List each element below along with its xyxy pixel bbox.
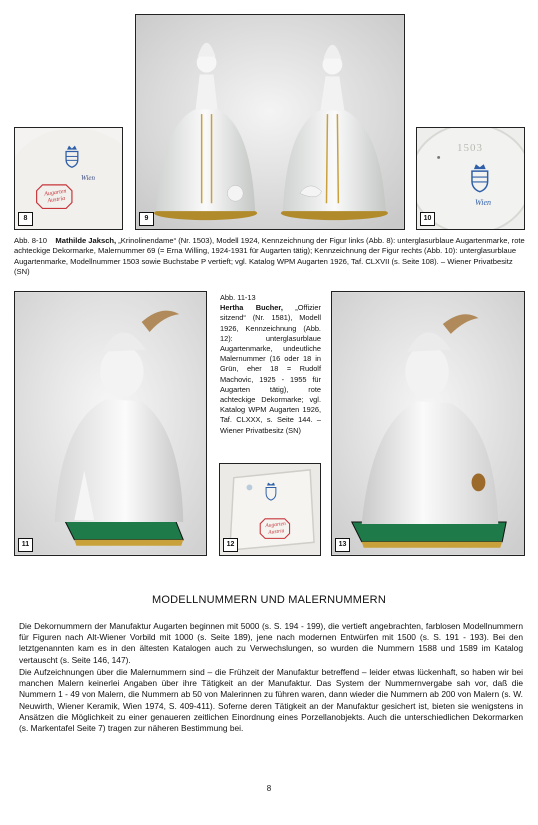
mark-label-wien: Wien (475, 198, 491, 207)
mark-label-augarten: Augarten Austria (265, 520, 287, 536)
figure-10-base-model-number (416, 127, 525, 230)
caption-figures-11-13 (220, 293, 321, 436)
figure-number: 13 (335, 538, 350, 552)
section-title: MODELLNUMMERN UND MALERNUMMERN (152, 594, 386, 606)
caption-figures-8-10 (14, 236, 525, 278)
figurine-illustration (332, 292, 524, 555)
figure-12-base-mark (219, 463, 321, 556)
figure-number: 10 (420, 212, 435, 226)
caption-text: „Krinolinendame“ (Nr. 1503), Modell 1924, Kennzeichnung der Figur links (Abb. 8): unterglasurblaue Augartenmarke, rote achteckige Dekormarke, Malernummer 69 (= Erna Willing, 1924-1931 für Augarten tätig); Kennzeichnung der Figur rechts (Abb. 10): unterglasurblaue Augartenmarke, Modellnummer 1503 sowie Buchstabe P vertieft; vgl. Katalog WPM Augarten 1926, Taf. CLXVII (s. Seite 108). – Wiener Privatbesitz (SN) (14, 236, 525, 277)
mark-label-wien: Wien (81, 174, 95, 182)
figure-number: 11 (18, 538, 33, 552)
figure-13-seated-officer-side (331, 291, 525, 556)
page-number: 8 (266, 784, 272, 793)
mark-label-augarten: Augarten Austria (43, 188, 67, 205)
figure-number: 12 (223, 538, 238, 552)
body-paragraph-1: Die Dekornummern der Manufaktur Augarten beginnen mit 5000 (s. S. 194 - 199), die vertieft angebrachten, farblosen Modellnummern für Figuren nach Alt-Wiener Vorbild mit 1000 (s. Seite 189), jene nach modernen Entwürfen mit 1500 (s. S. 191 - 193). Bei den letztgenannten kam es in den ältesten Katalogen auch zu Verwechslungen, so wurden die Nummern 1588 und 1589 im Katalog vertauscht (s. Seite 146, 147). (19, 621, 523, 665)
model-number-incised: 1503 (457, 142, 483, 154)
figure-8-base-marks (14, 127, 123, 230)
caption-author: Mathilde Jaksch, (55, 236, 117, 245)
figurine-illustration (136, 15, 404, 229)
figure-11-seated-officer (14, 291, 207, 556)
figurine-illustration (15, 292, 206, 555)
caption-text: „Offizier sitzend“ (Nr. 1581), Modell 1926, Kennzeichnung (Abb. 12): unterglasurblaue Augartenmarke, undeutliche Malernummer (16 oder 18 in Grün, eher 18 = Rudolf Machovic, 1925 - 1955 für Augarten tätig), rote achteckige Dekormarke; vgl. Katalog WPM Augarten 1926, Taf. CLXXX, s. Seite 144. – Wiener Privatbesitz (SN) (220, 303, 321, 435)
caption-lead: Abb. 11-13 (220, 293, 256, 302)
body-paragraph-2: Die Aufzeichnungen über die Malernummern sind – die Frühzeit der Manufaktur betreffend – leider etwas lückenhaft, so haben wir bei manchen Malern keinerlei Angaben über ihre Tätigkeit an der Manufaktur. Das System der Nummernvergabe sah vor, daß die Nummern 1 - 49 von Malern, die Nummern ab 50 von Malerinnen zu führen waren, dann wieder die Nummern ab 200 von Malern (s. W. Neuwirth, Wiener Keramik, Wien 1974, S. 409-411). Soferne deren Tätigkeit an der Manufaktur gesichert ist, bieten sie wenigstens in Ansätzen die Möglichkeit zu einer genaueren zeitlichen Einordnung eines Porzellanobjekts. Auch die unterschiedlichen Dekormarken (s. Markentafel Seite 7) tragen zur näheren Bestimmung bei. (19, 667, 523, 734)
figure-9-crinoline-ladies (135, 14, 405, 230)
figure-number: 9 (139, 212, 154, 226)
caption-author: Hertha Bucher, (220, 303, 283, 313)
caption-lead: Abb. 8-10 (14, 236, 47, 245)
figure-number: 8 (18, 212, 33, 226)
